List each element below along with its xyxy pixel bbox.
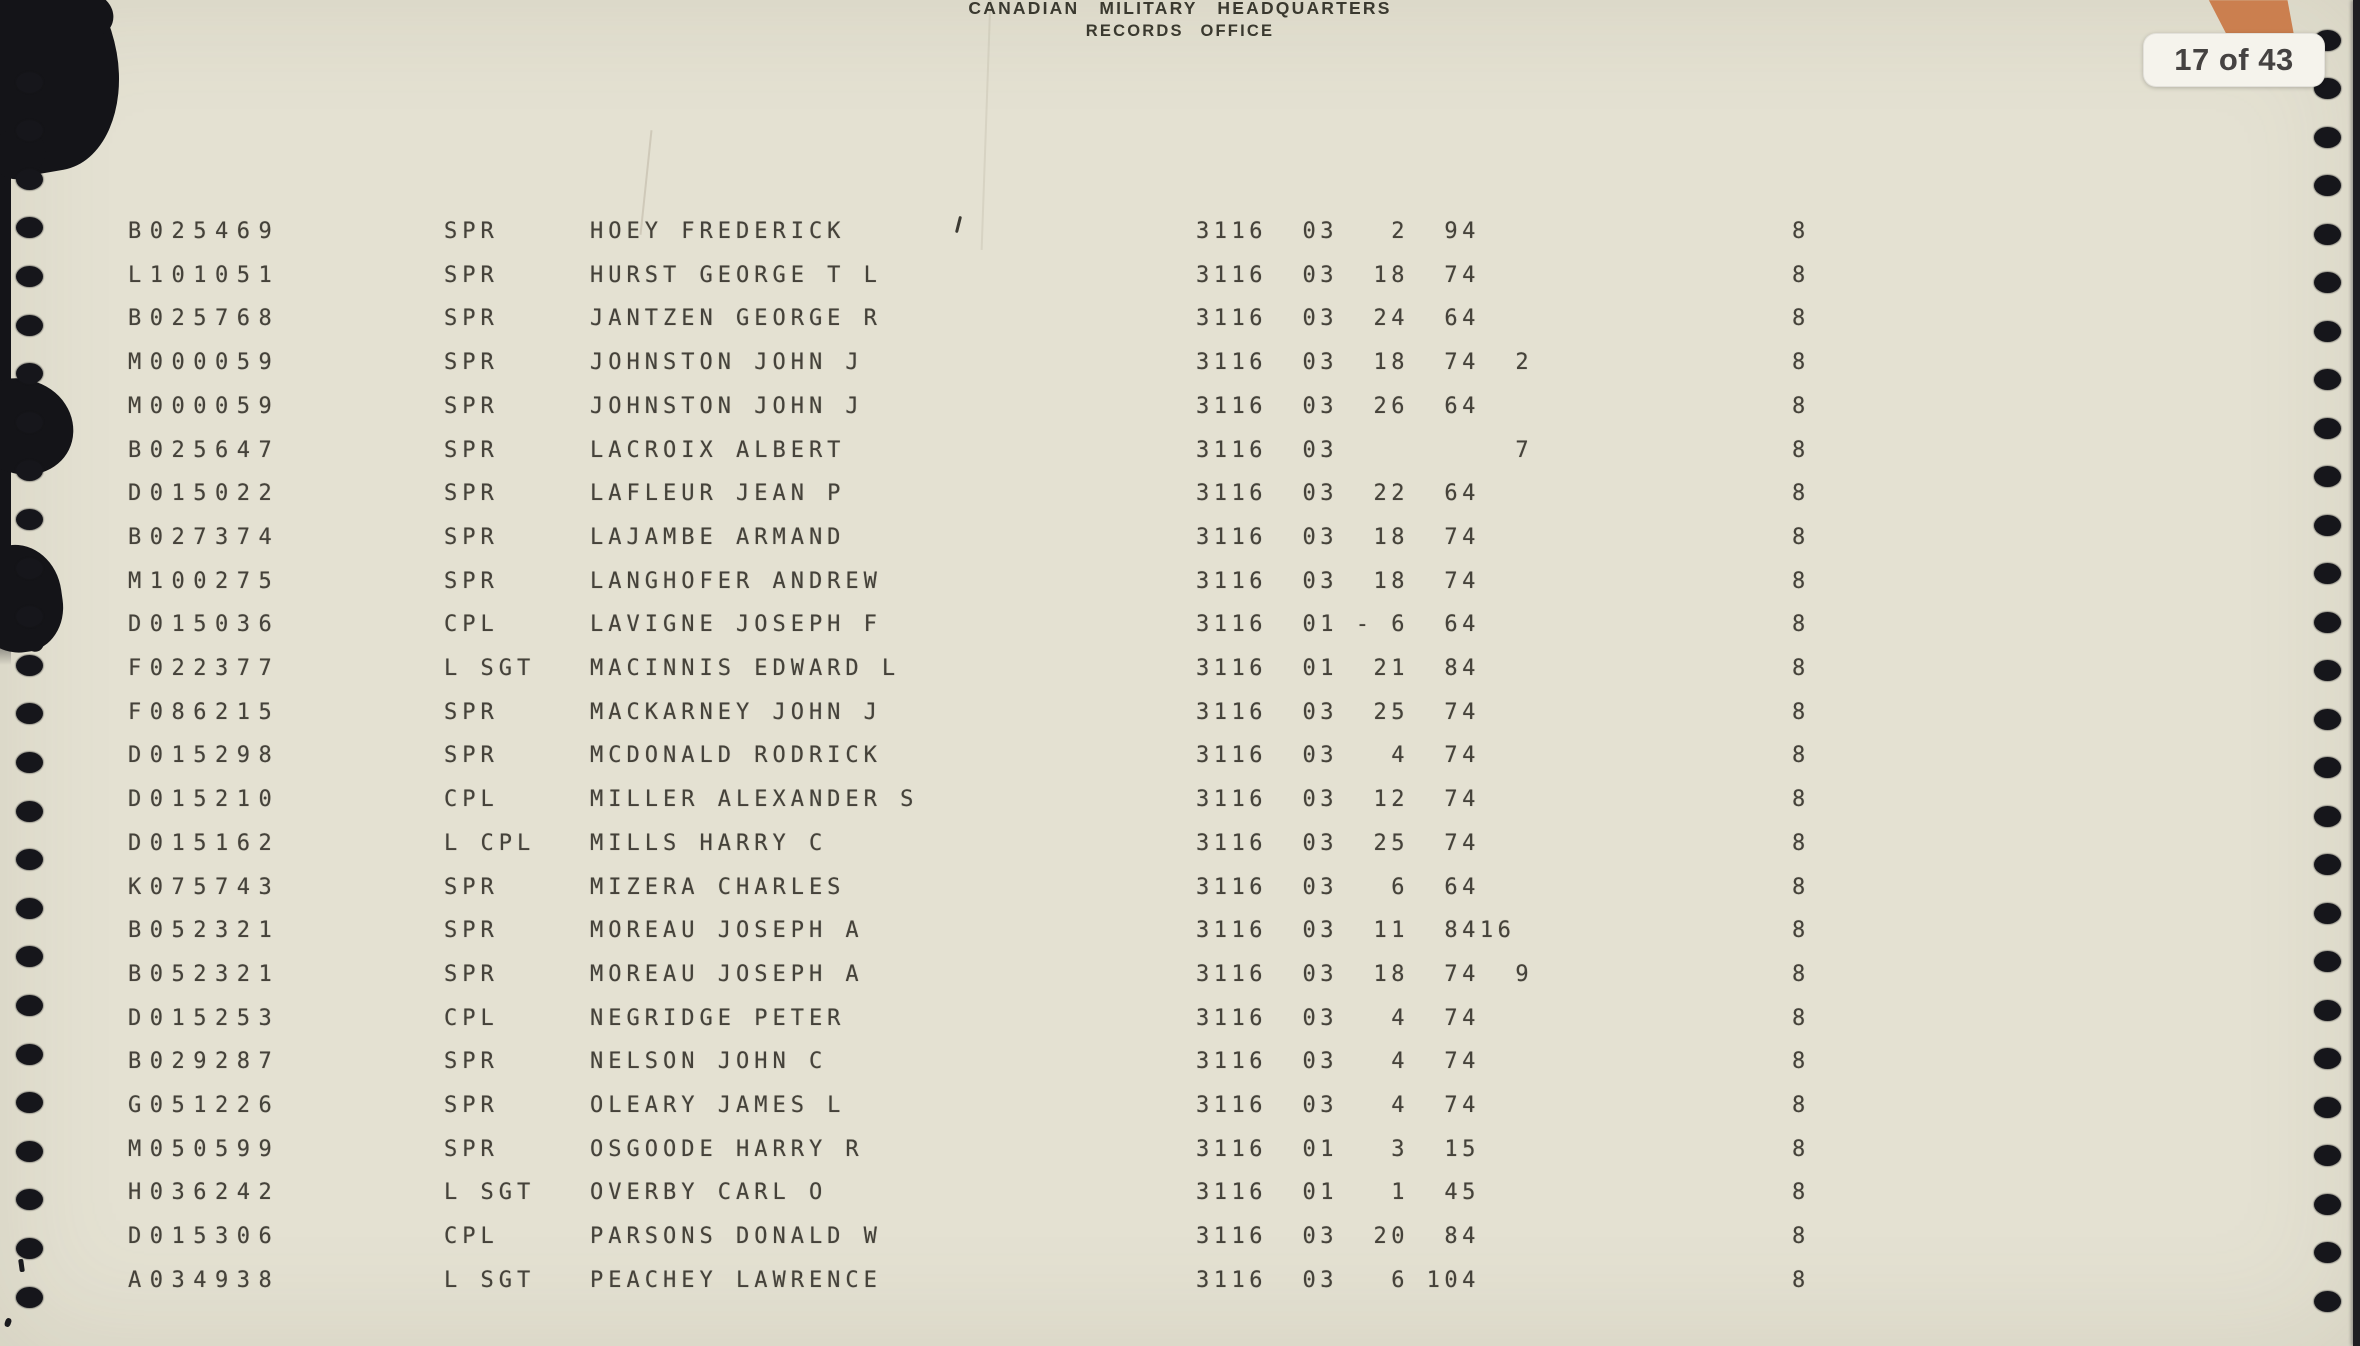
record-row — [0, 481, 2360, 511]
service-number: D015306 — [128, 1224, 281, 1250]
service-number: D015036 — [128, 612, 281, 638]
rank: L SGT — [444, 1267, 536, 1293]
rank: SPR — [444, 306, 499, 332]
service-number: M100275 — [128, 568, 281, 594]
punch-hole — [16, 169, 43, 190]
service-number: B025647 — [128, 437, 281, 463]
rank: SPR — [444, 219, 499, 244]
rank: SPR — [444, 1136, 499, 1162]
record-detail: 3116 03 6 104 — [1196, 1267, 1480, 1293]
service-number: K075743 — [128, 874, 281, 900]
rank: SPR — [444, 874, 499, 900]
service-number: L101051 — [128, 262, 281, 288]
record-flag: 8 — [1792, 306, 1806, 332]
service-number: D015298 — [128, 743, 281, 769]
record-flag: 8 — [1792, 699, 1806, 725]
record-row — [0, 918, 2360, 948]
service-number: B025768 — [128, 306, 281, 332]
record-flag: 8 — [1792, 524, 1806, 550]
service-number: F086215 — [128, 699, 281, 725]
service-number: B027374 — [128, 524, 281, 550]
record-flag: 8 — [1792, 219, 1806, 244]
rank: SPR — [444, 1093, 499, 1118]
service-number: D015022 — [128, 481, 281, 507]
record-flag: 8 — [1792, 1093, 1806, 1118]
header-line2: RECORDS OFFICE — [1085, 22, 1275, 40]
name: HURST GEORGE T L — [590, 262, 882, 288]
rank: CPL — [444, 1224, 499, 1250]
service-number: B052321 — [128, 961, 281, 987]
punch-hole — [2314, 127, 2341, 148]
record-flag: 8 — [1792, 787, 1806, 813]
rank: SPR — [444, 524, 499, 550]
record-flag: 8 — [1792, 437, 1806, 463]
record-row — [0, 263, 2360, 293]
service-number: D015210 — [128, 787, 281, 813]
service-number: H036242 — [128, 1180, 281, 1206]
punch-hole — [2314, 175, 2341, 196]
record-detail: 3116 01 - 6 64 — [1196, 612, 1480, 638]
name: OSGOODE HARRY R — [590, 1136, 864, 1162]
service-number: G051226 — [128, 1093, 281, 1118]
name: MCDONALD RODRICK — [590, 743, 882, 769]
record-flag: 8 — [1792, 568, 1806, 594]
record-detail: 3116 03 18 74 9 — [1196, 961, 1534, 987]
name: MILLER ALEXANDER S — [590, 787, 919, 813]
record-row — [0, 875, 2360, 905]
record-row — [0, 306, 2360, 336]
record-row — [0, 1180, 2360, 1210]
rank: SPR — [444, 350, 499, 376]
name: LANGHOFER ANDREW — [590, 568, 882, 594]
record-detail: 3116 03 26 64 — [1196, 393, 1480, 419]
record-detail: 3116 03 18 74 — [1196, 524, 1480, 550]
record-flag: 8 — [1792, 743, 1806, 769]
name: MACKARNEY JOHN J — [590, 699, 882, 725]
rank: CPL — [444, 787, 499, 813]
document-header — [0, 0, 2360, 41]
record-flag: 8 — [1792, 350, 1806, 376]
rank: L SGT — [444, 1180, 536, 1206]
record-flag: 8 — [1792, 612, 1806, 638]
rank: SPR — [444, 743, 499, 769]
record-row — [0, 612, 2360, 642]
record-detail: 3116 03 6 64 — [1196, 874, 1480, 900]
record-detail: 3116 03 18 74 — [1196, 568, 1480, 594]
service-number: B029287 — [128, 1049, 281, 1075]
punch-hole — [16, 120, 43, 141]
record-row — [0, 350, 2360, 380]
punch-hole — [16, 72, 43, 93]
rank: SPR — [444, 262, 499, 288]
record-flag: 8 — [1792, 830, 1806, 856]
record-flag: 8 — [1792, 481, 1806, 507]
rank: SPR — [444, 918, 499, 944]
record-flag: 8 — [1792, 961, 1806, 987]
record-row — [0, 743, 2360, 773]
name: MACINNIS EDWARD L — [590, 656, 901, 681]
name: MOREAU JOSEPH A — [590, 961, 864, 987]
name: OLEARY JAMES L — [590, 1093, 846, 1118]
record-row — [0, 1093, 2360, 1123]
name: OVERBY CARL O — [590, 1180, 828, 1206]
rank: SPR — [444, 699, 499, 725]
record-detail: 3116 03 2 94 — [1196, 219, 1480, 244]
record-detail: 3116 03 20 84 — [1196, 1224, 1480, 1250]
record-detail: 3116 03 25 74 — [1196, 830, 1480, 856]
record-flag: 8 — [1792, 874, 1806, 900]
record-detail: 3116 03 4 74 — [1196, 1093, 1480, 1118]
record-detail: 3116 03 22 64 — [1196, 481, 1480, 507]
record-row — [0, 962, 2360, 992]
service-number: B025469 — [128, 219, 281, 244]
record-flag: 8 — [1792, 656, 1806, 681]
name: MIZERA CHARLES — [590, 874, 846, 900]
name: NEGRIDGE PETER — [590, 1005, 846, 1031]
service-number: A034938 — [128, 1267, 281, 1293]
name: JOHNSTON JOHN J — [590, 350, 864, 376]
rank: SPR — [444, 481, 499, 507]
record-detail: 3116 01 1 45 — [1196, 1180, 1480, 1206]
service-number: D015162 — [128, 830, 281, 856]
name: NELSON JOHN C — [590, 1049, 828, 1075]
record-detail: 3116 01 3 15 — [1196, 1136, 1480, 1162]
record-flag: 8 — [1792, 393, 1806, 419]
rank: SPR — [444, 437, 499, 463]
record-row — [0, 787, 2360, 817]
service-number: M000059 — [128, 393, 281, 419]
record-detail: 3116 03 4 74 — [1196, 1005, 1480, 1031]
service-number: M000059 — [128, 350, 281, 376]
service-number: B052321 — [128, 918, 281, 944]
name: MILLS HARRY C — [590, 830, 828, 856]
service-number: M050599 — [128, 1136, 281, 1162]
record-detail: 3116 01 21 84 — [1196, 656, 1480, 681]
service-number: D015253 — [128, 1005, 281, 1031]
record-detail: 3116 03 4 74 — [1196, 1049, 1480, 1075]
name: HOEY FREDERICK — [590, 219, 846, 244]
name: MOREAU JOSEPH A — [590, 918, 864, 944]
record-row — [0, 1006, 2360, 1036]
rank: SPR — [444, 961, 499, 987]
name: JANTZEN GEORGE R — [590, 306, 882, 332]
stray-ink-mark — [4, 1317, 13, 1328]
rank: CPL — [444, 612, 499, 638]
record-flag: 8 — [1792, 1267, 1806, 1293]
record-row — [0, 1224, 2360, 1254]
rank: L SGT — [444, 656, 536, 681]
record-row — [0, 1137, 2360, 1167]
record-detail: 3116 03 18 74 — [1196, 262, 1480, 288]
record-detail: 3116 03 12 74 — [1196, 787, 1480, 813]
record-row — [0, 656, 2360, 686]
rank: SPR — [444, 393, 499, 419]
rank: CPL — [444, 1005, 499, 1031]
rank: SPR — [444, 1049, 499, 1075]
record-detail: 3116 03 18 74 2 — [1196, 350, 1534, 376]
page-indicator: 17 of 43 — [2143, 33, 2325, 87]
rank: SPR — [444, 568, 499, 594]
name: JOHNSTON JOHN J — [590, 393, 864, 419]
record-detail: 3116 03 25 74 — [1196, 699, 1480, 725]
record-flag: 8 — [1792, 918, 1806, 944]
service-number: F022377 — [128, 656, 281, 681]
name: PEACHEY LAWRENCE — [590, 1267, 882, 1293]
record-detail: 3116 03 24 64 — [1196, 306, 1480, 332]
record-flag: 8 — [1792, 1224, 1806, 1250]
record-detail: 3116 03 4 74 — [1196, 743, 1480, 769]
record-row — [0, 700, 2360, 730]
name: LACROIX ALBERT — [590, 437, 846, 463]
name: LAFLEUR JEAN P — [590, 481, 846, 507]
rank: L CPL — [444, 830, 536, 856]
record-row — [0, 569, 2360, 599]
header-line1: CANADIAN MILITARY HEADQUARTERS — [968, 0, 1392, 18]
record-row — [0, 394, 2360, 424]
record-row — [0, 1049, 2360, 1079]
name: LAVIGNE JOSEPH F — [590, 612, 882, 638]
record-detail: 3116 03 11 8416 — [1196, 918, 1516, 944]
name: PARSONS DONALD W — [590, 1224, 882, 1250]
record-flag: 8 — [1792, 1180, 1806, 1206]
record-row — [0, 1268, 2360, 1298]
record-row — [0, 219, 2360, 249]
record-flag: 8 — [1792, 1005, 1806, 1031]
record-detail: 3116 03 7 — [1196, 437, 1534, 463]
record-row — [0, 831, 2360, 861]
record-flag: 8 — [1792, 1136, 1806, 1162]
record-flag: 8 — [1792, 262, 1806, 288]
record-row — [0, 525, 2360, 555]
record-row — [0, 438, 2360, 468]
record-flag: 8 — [1792, 1049, 1806, 1075]
name: LAJAMBE ARMAND — [590, 524, 846, 550]
